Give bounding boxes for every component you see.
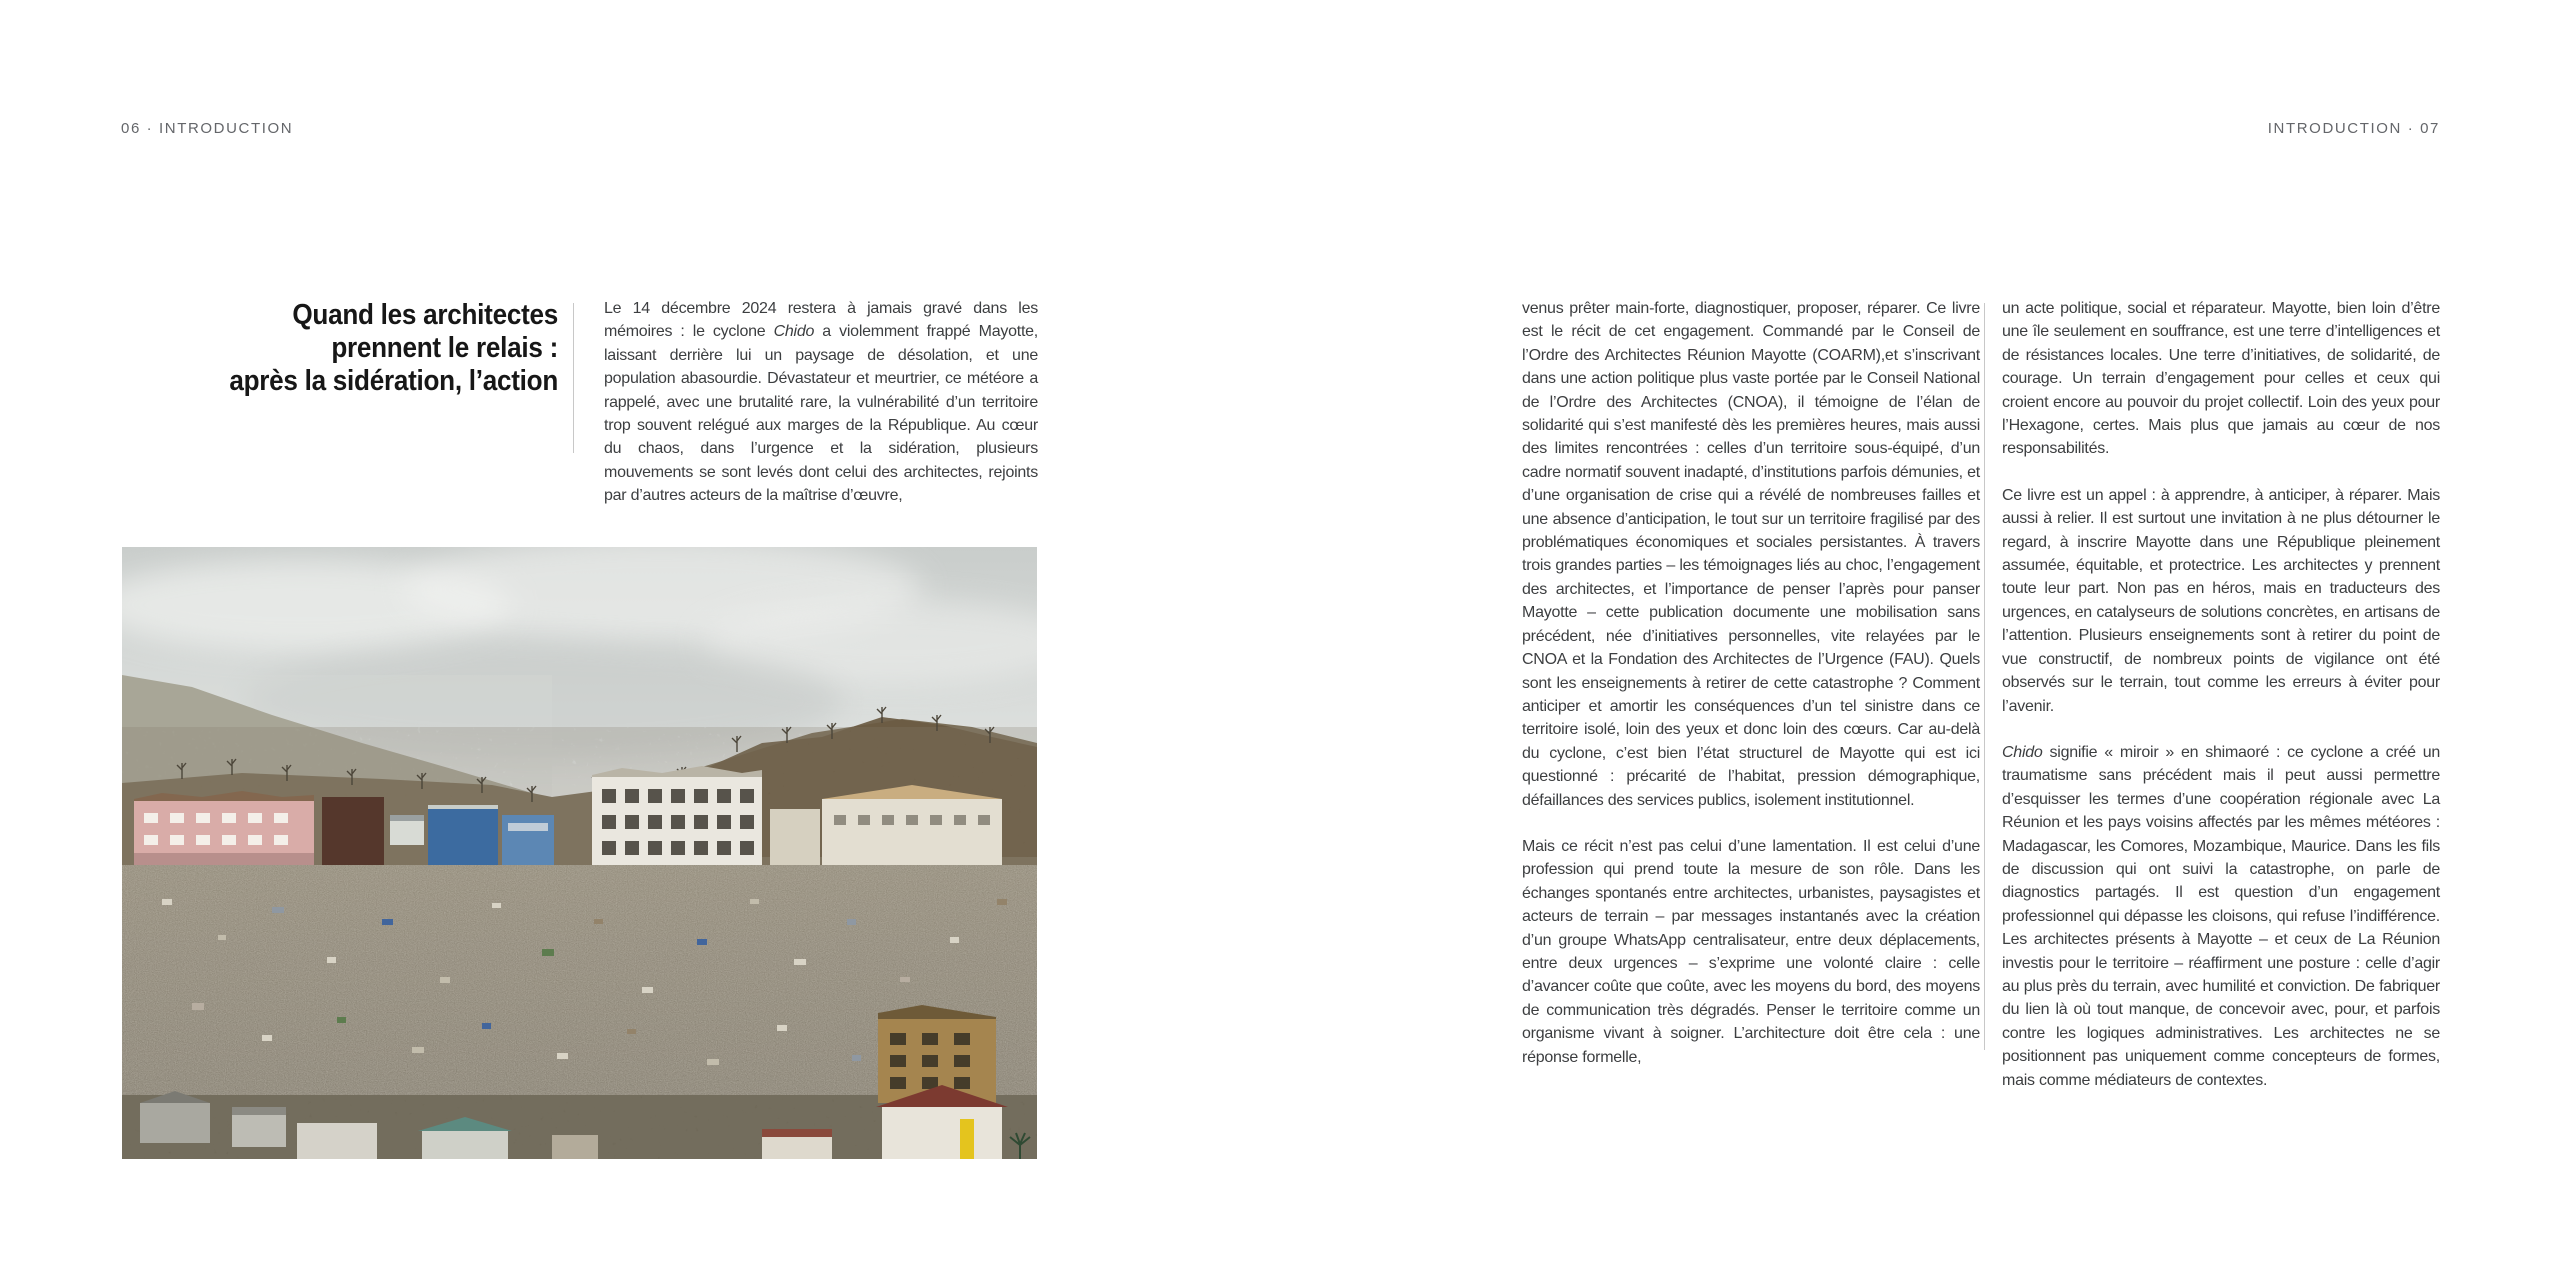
paragraph — [2002, 484, 2440, 718]
intro-heading — [0, 299, 558, 398]
column-divider-rule — [1984, 303, 1985, 1050]
heading-line: Quand les architectes — [292, 299, 558, 331]
heading-line: prennent le relais : — [331, 332, 558, 364]
paragraph — [604, 297, 1038, 508]
hero-photo — [122, 547, 1037, 1159]
folio-left: 06 · INTRODUCTION — [121, 120, 294, 137]
text-run: un acte politique, social et réparateur. Mayotte, bien loin d’être une île seulement en souffrance, est une terre d’intelligences et de résistances locales. Une terre d’initiatives, de solidarité, de courage. Un terrain d’engagement pour celles et ceux qui croient encore au pouvoir du projet collectif. Loin des yeux pour l’Hexagone, certes. Mais plus que jamais au cœur de nos responsabilités. — [2002, 300, 2440, 458]
heading-divider-rule — [573, 303, 574, 453]
hero-photo-illustration — [122, 547, 1037, 1159]
text-run: venus prêter main-forte, diagnostiquer, proposer, réparer. Ce livre est le récit de cet engagement. Commandé par le Conseil de l’Ordre des Architectes Réunion Mayotte (COARM),et s’inscrivant dans une action politique plus vaste portée par le Conseil National de l’Ordre des Architectes (CNOA), il témoigne de l’élan de solidarité qui s’est manifesté dès les premières heures, mais aussi des limites rencontrées : celles d’un territoire sous-équipé, d’un cadre normatif souvent inadapté, d’institutions parfois démunies, et d’une organisation de crise qui a révélé de nombreuses failles et une absence d’anticipation, le tout sur un territoire fragilisé par des problématiques économiques et sociales persistantes. À travers trois grandes parties – les témoignages liés au choc, l’engagement des architectes, et l’importance de penser l’après pour panser Mayotte – cette publication documente une mobilisation sans précédent, née d’initiatives personnelles, vite relayées par le CNOA et la Fondation des Architectes de l’Urgence (FAU). Quels sont les enseignements à retirer de cette catastrophe ? Comment anticiper et amortir les conséquences d’un tel sinistre dans ce territoire isolé, loin des yeux et donc loin des cœurs. Car au-delà du cyclone, c’est bien l’état structurel de Mayotte qui est ici questionné : précarité de l’habitat, pression démographique, défaillances des services publics, isolement institutionnel. — [1522, 300, 1980, 809]
text-run: Mais ce récit n’est pas celui d’une lamentation. Il est celui d’une profession qui prend toute la mesure de son rôle. Dans les échanges spontanés entre architectes, urbanistes, paysagistes et acteurs de terrain – par messages instantanés avec la création d’un groupe WhatsApp centralisateur, entre deux déplacements, entre deux urgences – s’exprime une volonté claire : celle d’avancer coûte que coûte, avec les moyens du bord, des moyens de communication très dégradés. Penser le territoire comme un organisme vivant à soigner. L’architecture doit être cela : une réponse formelle, — [1522, 837, 1980, 1066]
paragraph — [2002, 741, 2440, 1092]
italic-run: Chido — [773, 323, 815, 341]
text-run: Le 14 décembre 2024 restera à jamais gravé dans les mémoires : le cyclone — [604, 300, 1038, 341]
page-right — [1280, 0, 2560, 1279]
text-column-2 — [2002, 297, 2440, 1092]
paragraph — [1522, 297, 1980, 812]
text-run: Ce livre est un appel : à apprendre, à anticiper, à réparer. Mais aussi à relier. Il est surtout une invitation à ne plus détourner le regard, à inscrire Mayotte dans une République pleinement assumée, équitable, et protectrice. Les architectes y prennent toute leur part. Non pas en héros, mais en traducteurs des urgences, en catalyseurs de solutions concrètes, en artisans de l’attention. Plusieurs enseignements sont à retirer du point de vue constructif, de nombreux points de vigilance ont été observés sur le terrain, tout comme les erreurs à éviter pour l’avenir. — [2002, 486, 2440, 715]
text-column-1 — [1522, 297, 1980, 1069]
text-run: signifie « miroir » en shimaoré : ce cyclone a créé un traumatisme sans précédent mais il peut aussi permettre d’esquisser les termes d’une coopération régionale avec La Réunion et les pays voisins affectés par les mêmes météores : Madagascar, les Comores, Mozambique, Maurice. Dans les fils de discussion qui ont suivi la catastrophe, on parle de diagnostics partagés. Il est question d’un engagement professionnel qui dépasse les cloisons, qui refuse l’indifférence. Les architectes présents à Mayotte – et ceux de La Réunion investis pour le territoire – réaffirment une posture : celle d’agir au plus près du terrain, avec humilité et conviction. De fabriquer du lien là où tout manque, de concevoir avec, pour, et parfois contre les logiques administratives. Les architectes ne se positionnent pas uniquement comme concepteurs de formes, mais comme médiateurs de contextes. — [2002, 743, 2440, 1089]
paragraph — [1522, 835, 1980, 1069]
italic-run: Chido — [2002, 743, 2043, 761]
paragraph — [2002, 297, 2440, 461]
folio-right: INTRODUCTION · 07 — [2267, 120, 2440, 137]
intro-column — [604, 297, 1038, 508]
text-run: a violemment frappé Mayotte, laissant derrière lui un paysage de désolation, et une population abasourdie. Dévastateur et meurtrier, ce météore a rappelé, avec une brutalité rare, la vulnérabilité d’un territoire trop souvent relégué aux marges de la République. Au cœur du chaos, dans l’urgence et la sidération, plusieurs mouvements se sont levés dont celui des architectes, rejoints par d’autres acteurs de la maîtrise d’œuvre, — [604, 323, 1038, 505]
heading-line: après la sidération, l’action — [229, 365, 558, 397]
